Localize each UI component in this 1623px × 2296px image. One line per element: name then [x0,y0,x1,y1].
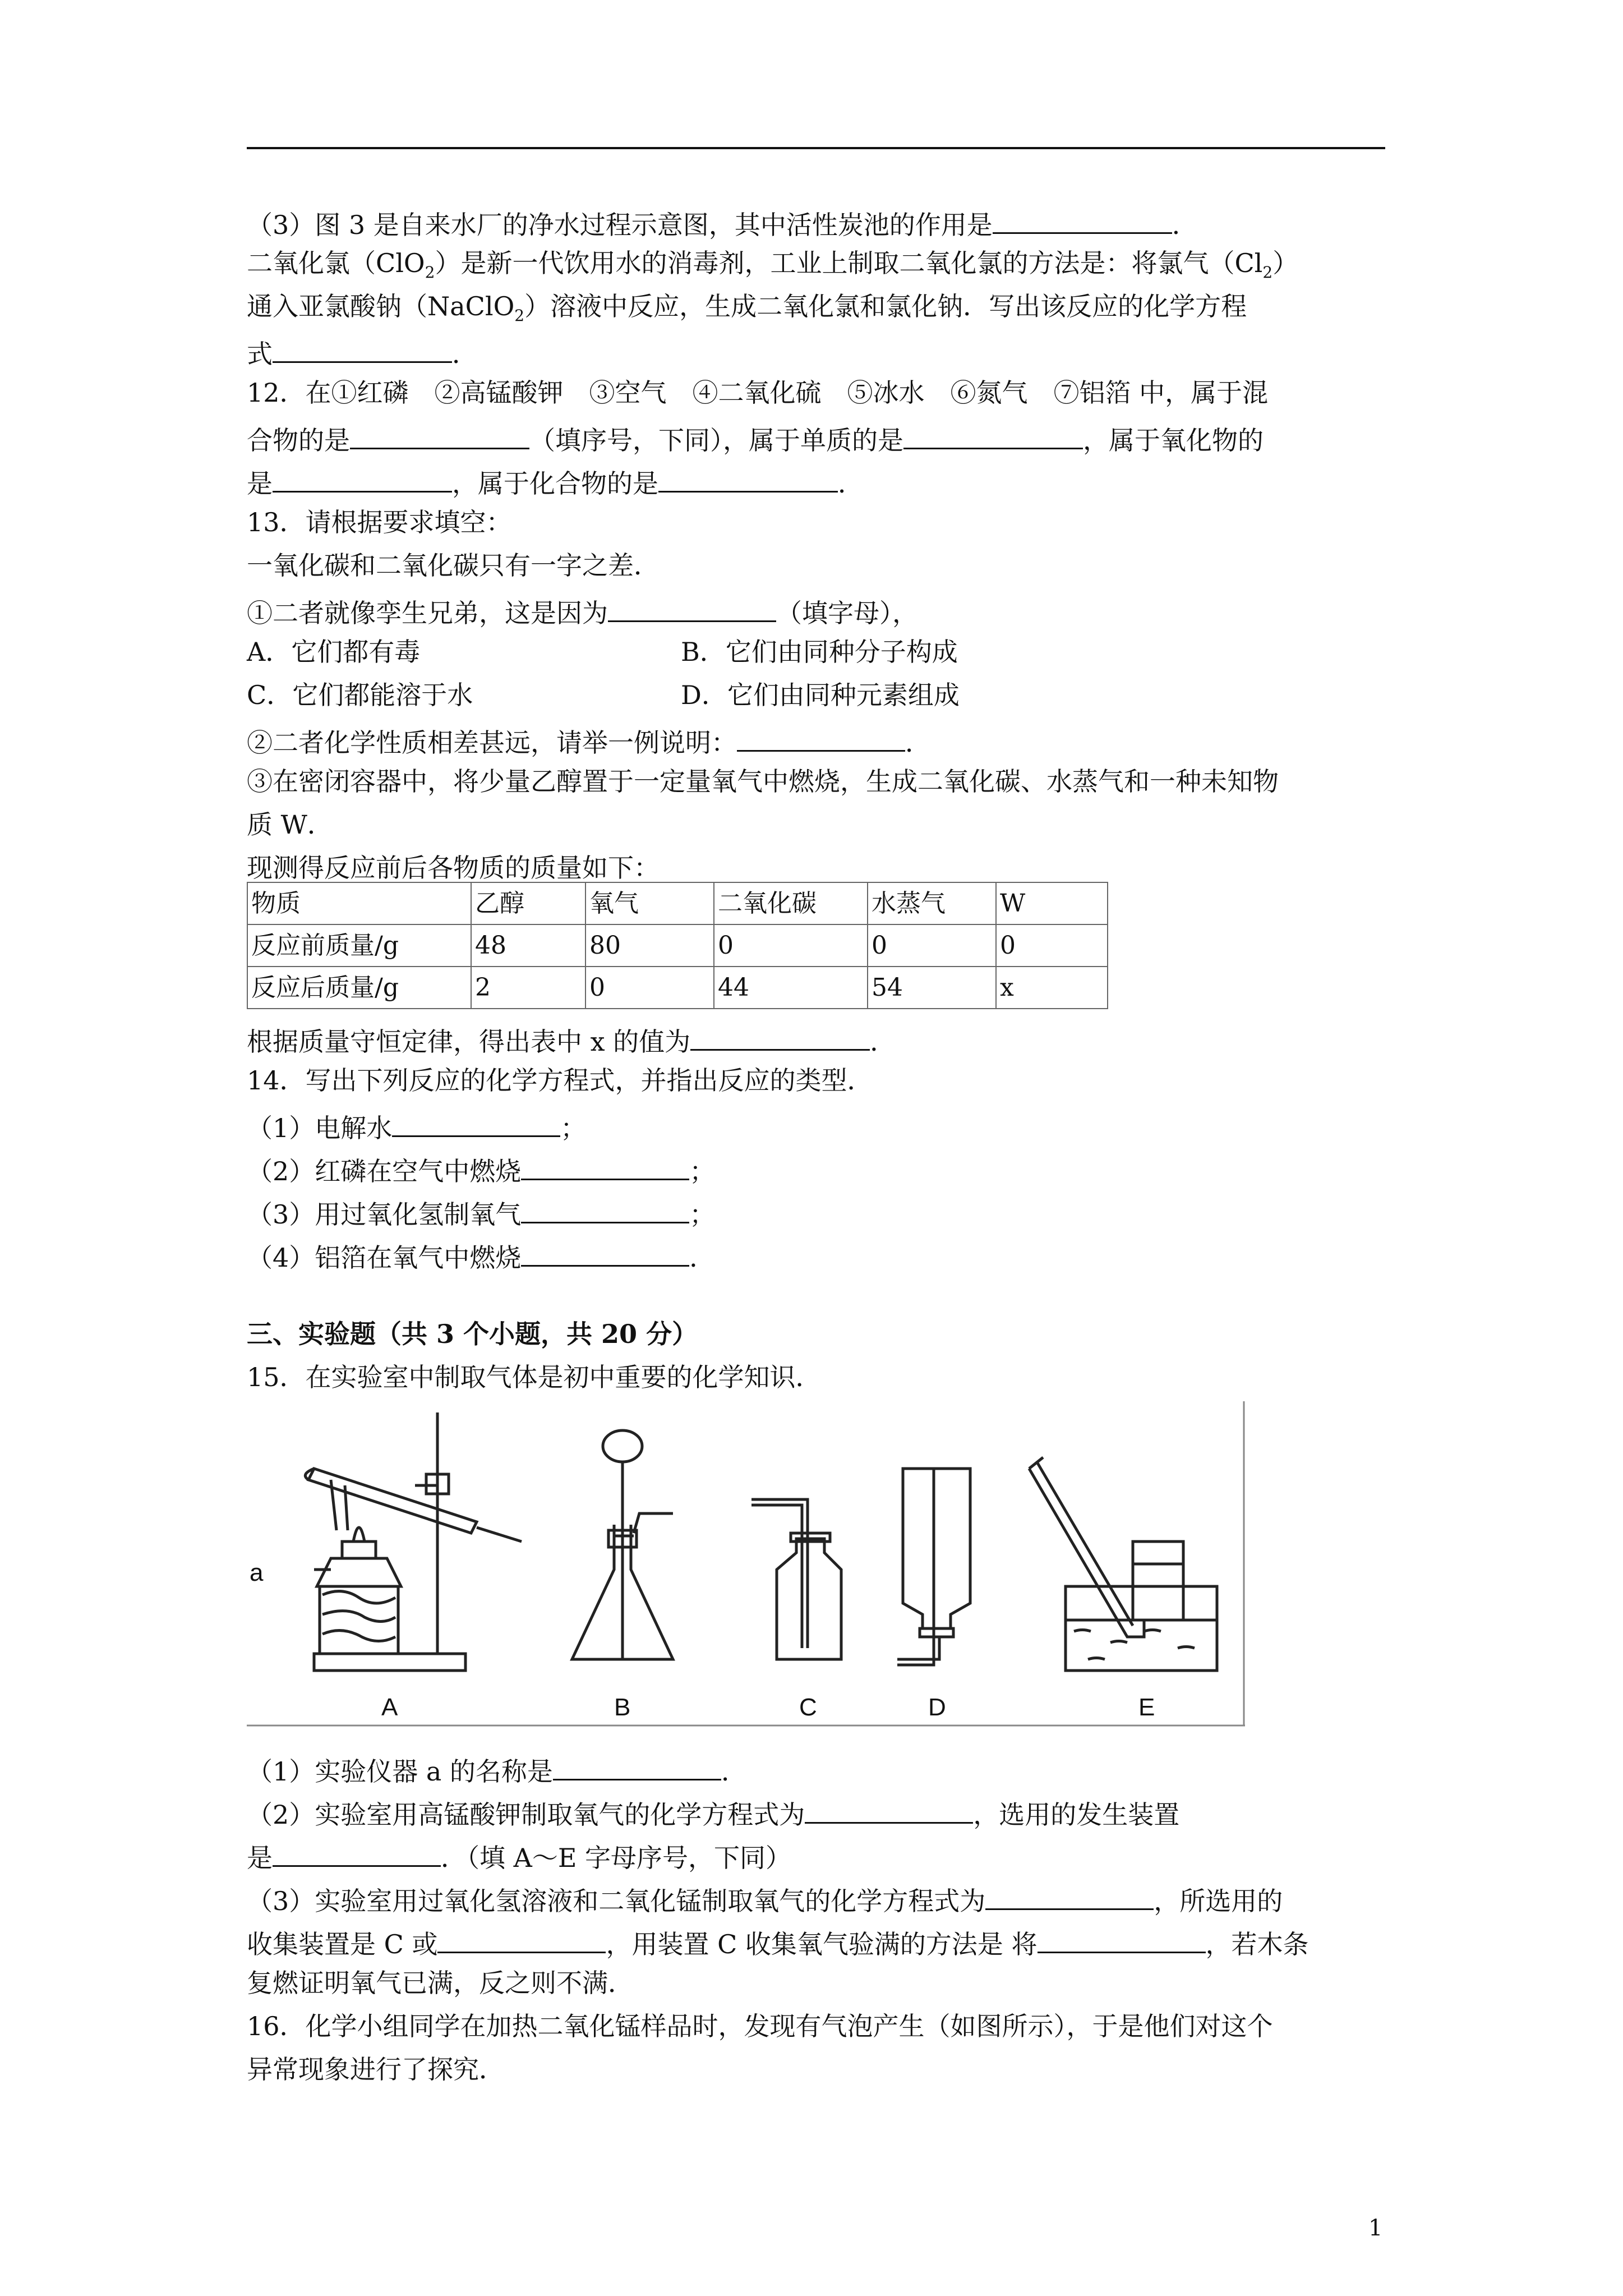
answer-blank[interactable] [658,466,838,493]
answer-blank[interactable] [273,337,452,363]
answer-blank[interactable] [273,466,452,493]
table-row: 反应前质量/g 48 80 0 0 0 [247,924,1108,967]
label-A: A [381,1694,398,1721]
q15-line-4: 是 ．（填 A～E 字母序号，下同） [247,1841,791,1871]
q15-line-2: （1）实验仪器 a 的名称是 ． [247,1754,747,1784]
q12-line-2: 合物的是 （填序号，下同），属于单质的是 ，属于氧化物的 [247,423,1264,453]
apparatus-d [897,1469,970,1665]
clo2-line-2: 通入亚氯酸钠（NaClO$_2$）溶液中反应，生成二氧化氯和氯化钠．写出该反应的化学方程 [247,291,1247,325]
q14-line-4: （3）用过氧化氢制氧气 ； [247,1197,715,1227]
answer-blank[interactable] [553,1754,721,1780]
q13-line-6: 质 W． [247,809,333,840]
q14-line-2: （1）电解水 ； [247,1111,586,1141]
q11-part3-text: （3）图 3 是自来水厂的净水过程示意图，其中活性炭池的作用是 [247,210,993,240]
section-heading: 三、实验题（共 3 个小题，共 20 分） [247,1319,698,1349]
q11-part3-line: （3）图 3 是自来水厂的净水过程示意图，其中活性炭池的作用是 ． [247,208,1198,238]
q13-option-b: B．它们由同种分子构成 [681,637,958,667]
q15-line-1: 15．在实验室中制取气体是初中重要的化学知识． [247,1362,822,1392]
answer-blank[interactable] [690,1024,870,1051]
header-rule [247,147,1385,149]
answer-blank[interactable] [608,596,776,622]
q15-line-5: （3）实验室用过氧化氢溶液和二氧化锰制取氧气的化学方程式为 ，所选用的 [247,1884,1283,1914]
mass-table [247,882,1108,1009]
q14-line-5: （4）铝箔在氧气中燃烧 ． [247,1240,715,1271]
q13-line-4: ②二者化学性质相差甚远，请举一例说明： ． [247,725,931,756]
answer-blank[interactable] [805,1797,973,1824]
label-a: a [250,1559,264,1586]
answer-blank[interactable] [737,725,905,752]
table-row: 反应后质量/g 2 0 44 54 x [247,967,1108,1009]
table-header-row: 物质 乙醇 氧气 二氧化碳 水蒸气 W [247,882,1108,924]
apparatus-figure [247,1401,1245,1727]
q15-line-7: 复燃证明氧气已满，反之则不满． [247,1968,634,1998]
answer-blank[interactable] [985,1884,1154,1910]
answer-blank[interactable] [521,1197,689,1223]
apparatus-c [751,1499,841,1659]
answer-blank[interactable] [273,1841,441,1867]
page-number: 1 [1368,2215,1383,2241]
apparatus-b [572,1430,673,1659]
apparatus-e [1029,1457,1217,1671]
q13-line-8: 根据质量守恒定律，得出表中 x 的值为 ． [247,1024,896,1055]
q12-line-3: 是 ，属于化合物的是 ． [247,466,864,496]
answer-blank[interactable] [392,1111,560,1137]
answer-blank[interactable] [437,1927,606,1953]
answer-blank[interactable] [521,1240,689,1267]
q16-line-1: 16．化学小组同学在加热二氧化锰样品时，发现有气泡产生（如图所示），于是他们对这个 [247,2011,1273,2041]
q13-option-d: D．它们由同种元素组成 [681,680,960,710]
answer-blank[interactable] [350,423,529,449]
q14-line-3: （2）红磷在空气中燃烧 ； [247,1154,715,1184]
answer-blank[interactable] [993,208,1172,234]
label-C: C [799,1694,817,1721]
label-D: D [928,1694,946,1721]
answer-blank[interactable] [903,423,1083,449]
q13-option-a: A．它们都有毒 [247,637,421,667]
q13-line-3: ①二者就像孪生兄弟，这是因为 （填字母）， [247,596,918,626]
answer-blank[interactable] [521,1154,689,1180]
clo2-line-1: 二氧化氯（ClO$_2$）是新一代饮用水的消毒剂，工业上制取二氧化氯的方法是：将氯气$(Cl_2)$ [247,248,1299,282]
label-B: B [614,1694,631,1721]
q13-line-2: 一氧化碳和二氧化碳只有一字之差． [247,550,660,581]
q13-line-1: 13．请根据要求填空： [247,507,512,537]
q16-line-2: 异常现象进行了探究． [247,2054,505,2085]
q13-line-7: 现测得反应前后各物质的质量如下： [247,853,660,883]
q12-line-1: 12．在①红磷 ②高锰酸钾 ③空气 ④二氧化硫 ⑤冰水 ⑥氮气 ⑦铝箔 中，属于混 [247,378,1269,408]
q13-option-c: C．它们都能溶于水 [247,680,473,710]
label-E: E [1138,1694,1155,1721]
q15-line-3: （2）实验室用高锰酸钾制取氧气的化学方程式为 ，选用的发生装置 [247,1797,1179,1828]
q13-line-5: ③在密闭容器中，将少量乙醇置于一定量氧气中燃烧，生成二氧化碳、水蒸气和一种未知物 [247,766,1279,797]
apparatus-a [305,1412,522,1671]
q14-line-1: 14．写出下列反应的化学方程式，并指出反应的类型． [247,1065,873,1096]
answer-blank[interactable] [1038,1927,1206,1953]
q15-line-6: 收集装置是 C 或 ，用装置 C 收集氧气验满的方法是 将 ，若木条 [247,1927,1309,1957]
clo2-line-3: 式 ． [247,337,478,367]
